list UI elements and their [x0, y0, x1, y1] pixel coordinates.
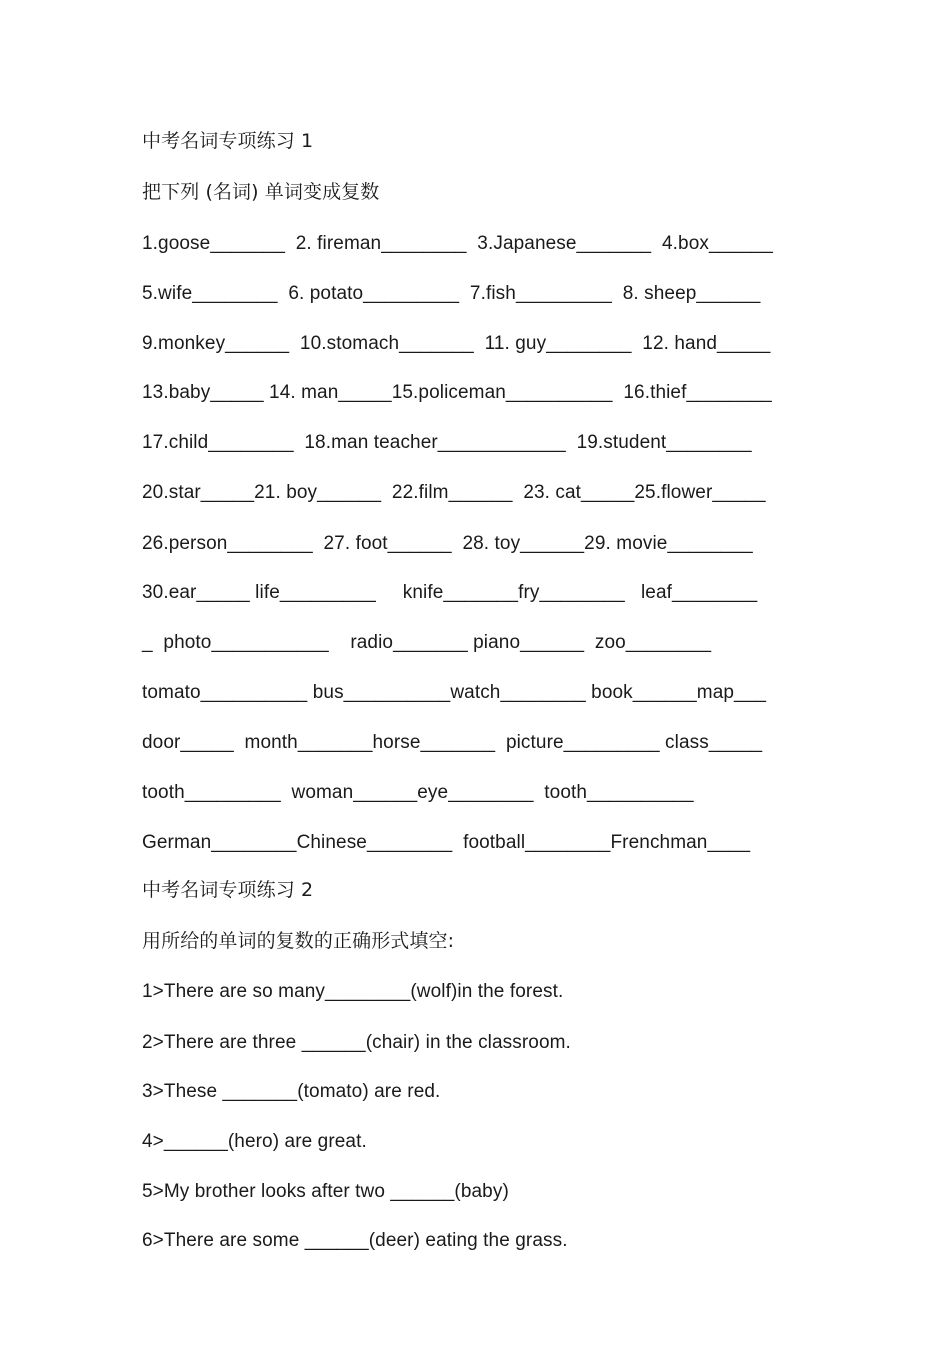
- exercise-row-5: 17.child________ 18.man teacher____________ 19.student________: [142, 432, 752, 453]
- fill-item-6: 6>There are some ______(deer) eating the grass.: [142, 1230, 568, 1251]
- fill-item-4: 4>______(hero) are great.: [142, 1131, 367, 1152]
- exercise-row-11: door_____ month_______horse_______ picture_________ class_____: [142, 732, 763, 753]
- exercise-row-8: 30.ear_____ life_________ knife_______fry________ leaf________: [142, 582, 758, 603]
- exercise-row-6: 20.star_____21. boy______ 22.film______ 23. cat_____25.flower_____: [142, 482, 766, 503]
- section-2-instruction: 用所给的单词的复数的正确形式填空:: [142, 930, 455, 952]
- exercise-row-13: German________Chinese________ football________Frenchman____: [142, 832, 751, 853]
- exercise-row-9: _ photo___________ radio_______ piano______ zoo________: [142, 632, 712, 653]
- fill-item-1: 1>There are so many________(wolf)in the forest.: [142, 981, 564, 1002]
- exercise-row-4: 13.baby_____ 14. man_____15.policeman__________ 16.thief________: [142, 382, 772, 403]
- fill-item-3: 3>These _______(tomato) are red.: [142, 1081, 441, 1102]
- exercise-row-3: 9.monkey______ 10.stomach_______ 11. guy________ 12. hand_____: [142, 333, 771, 354]
- section-2-title: 中考名词专项练习 2: [142, 879, 314, 901]
- exercise-row-10: tomato__________ bus__________watch________ book______map___: [142, 682, 767, 703]
- exercise-row-2: 5.wife________ 6. potato_________ 7.fish_________ 8. sheep______: [142, 283, 761, 304]
- exercise-row-1: 1.goose_______ 2. fireman________ 3.Japanese_______ 4.box______: [142, 233, 773, 254]
- fill-item-5: 5>My brother looks after two ______(baby): [142, 1181, 509, 1202]
- section-1-title: 中考名词专项练习 1: [142, 130, 314, 152]
- fill-item-2: 2>There are three ______(chair) in the classroom.: [142, 1032, 571, 1053]
- section-1-instruction: 把下列 (名词) 单词变成复数: [142, 181, 380, 203]
- exercise-row-12: tooth_________ woman______eye________ tooth__________: [142, 782, 694, 803]
- exercise-row-7: 26.person________ 27. foot______ 28. toy______29. movie________: [142, 533, 753, 554]
